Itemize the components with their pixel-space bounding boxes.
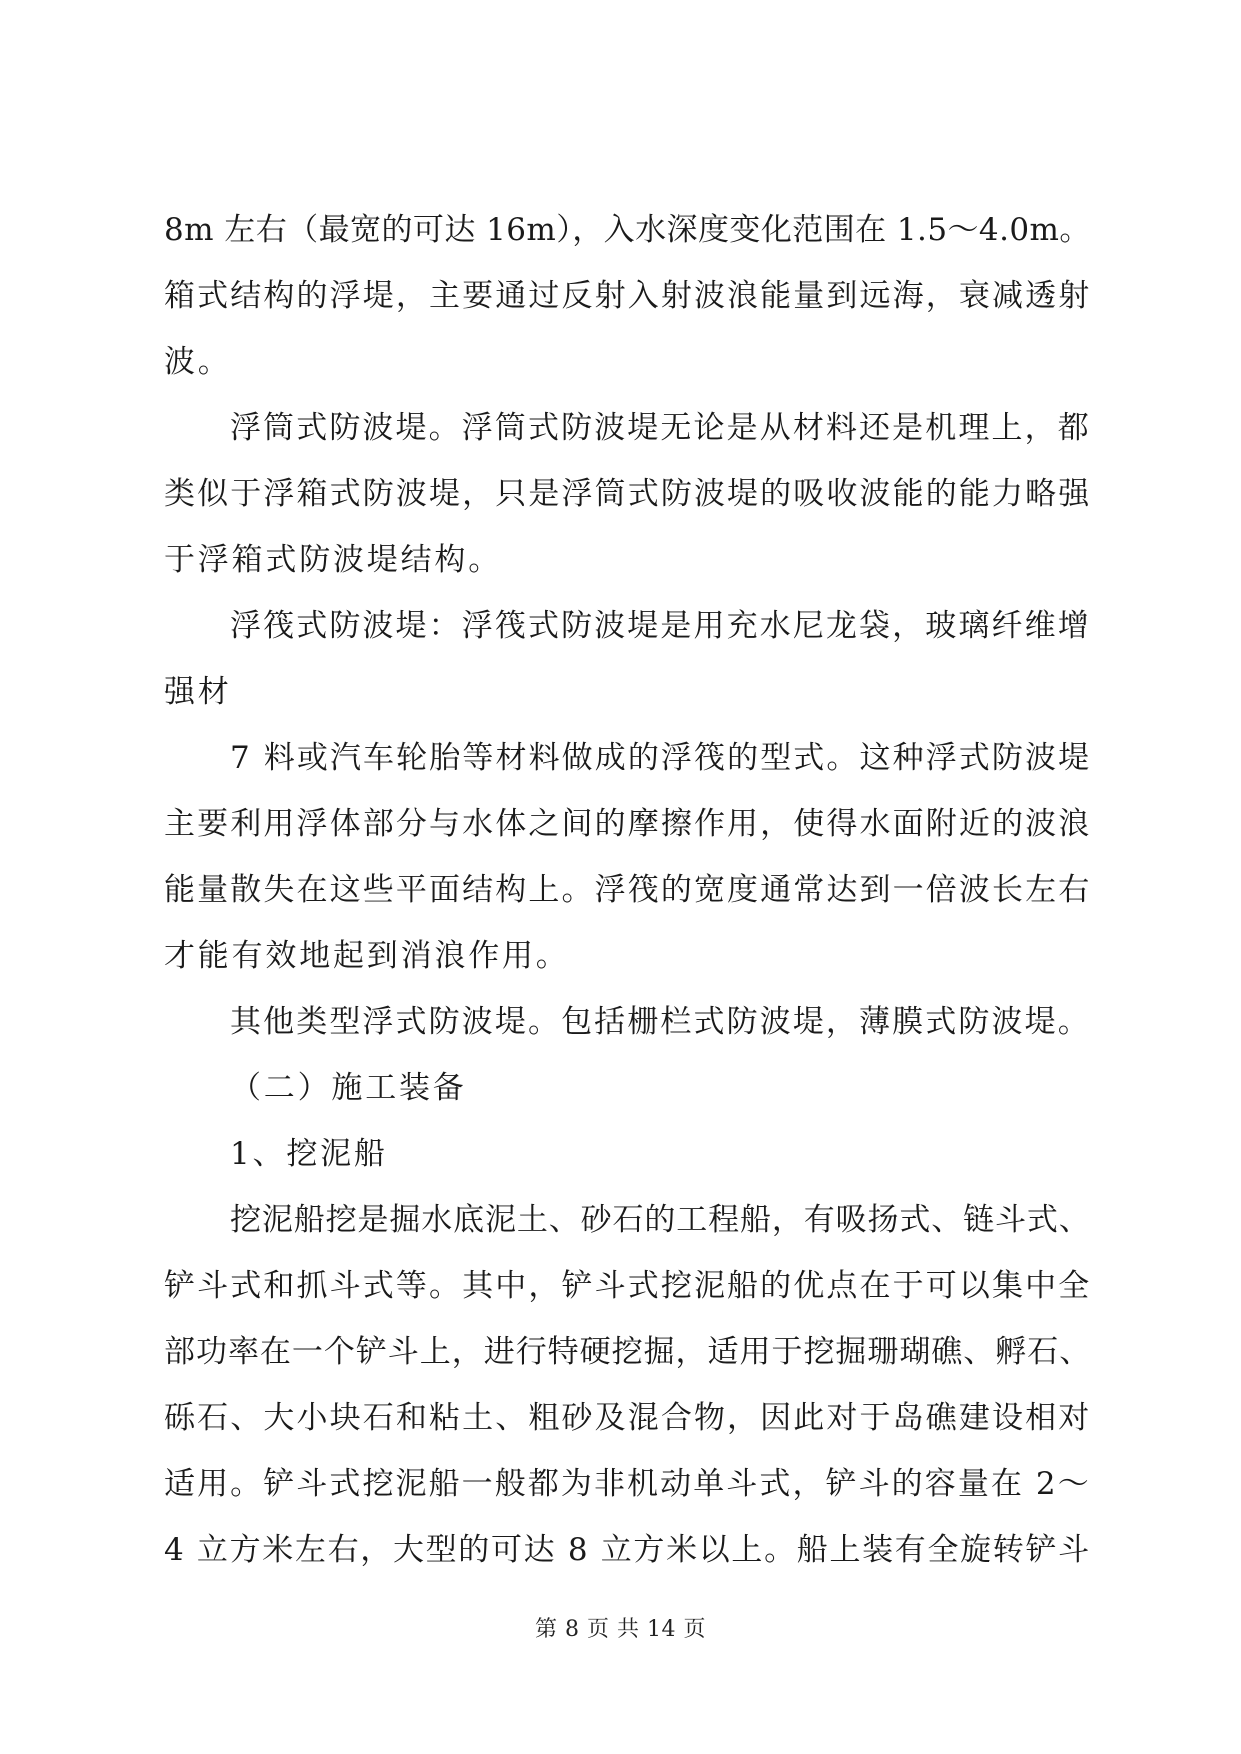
body-text-line: 适用。铲斗式挖泥船一般都为非机动单斗式，铲斗的容量在 2～ <box>164 1466 1091 1502</box>
body-text-line: 波。 <box>164 344 232 380</box>
body-text-line: 于浮箱式防波堤结构。 <box>164 542 502 578</box>
body-text-line: 浮筒式防波堤。浮筒式防波堤无论是从材料还是机理上，都 <box>230 410 1091 446</box>
body-text-line: 类似于浮箱式防波堤，只是浮筒式防波堤的吸收波能的能力略强 <box>164 476 1092 512</box>
page-footer: 第 8 页 共 14 页 <box>535 1617 706 1642</box>
body-text-line: 4 立方米左右，大型的可达 8 立方米以上。船上装有全旋转铲斗 <box>164 1532 1091 1568</box>
body-text-line: 砾石、大小块石和粘土、粗砂及混合物，因此对于岛礁建设相对 <box>164 1400 1092 1436</box>
body-text-line: 主要利用浮体部分与水体之间的摩擦作用，使得水面附近的波浪 <box>164 806 1092 842</box>
body-text-line: 箱式结构的浮堤，主要通过反射入射波浪能量到远海，衰减透射 <box>164 278 1092 314</box>
body-text-line: 才能有效地起到消浪作用。 <box>164 938 570 974</box>
body-text-line: 铲斗式和抓斗式等。其中，铲斗式挖泥船的优点在于可以集中全 <box>164 1268 1092 1304</box>
body-text-line: 7 料或汽车轮胎等材料做成的浮筏的型式。这种浮式防波堤 <box>230 740 1092 776</box>
subsection-heading: 1、挖泥船 <box>230 1136 388 1172</box>
body-text-line: 其他类型浮式防波堤。包括栅栏式防波堤，薄膜式防波堤。 <box>230 1004 1091 1040</box>
section-heading: （二）施工装备 <box>230 1070 467 1106</box>
body-text-line: 挖泥船挖是掘水底泥土、砂石的工程船，有吸扬式、链斗式、 <box>230 1202 1091 1238</box>
body-text-line: 部功率在一个铲斗上，进行特硬挖掘，适用于挖掘珊瑚礁、孵石、 <box>164 1334 1092 1370</box>
body-text-line: 能量散失在这些平面结构上。浮筏的宽度通常达到一倍波长左右 <box>164 872 1092 908</box>
body-text-line: 8m 左右（最宽的可达 16m），入水深度变化范围在 1.5～4.0m。 <box>164 212 1091 248</box>
body-text-line: 浮筏式防波堤：浮筏式防波堤是用充水尼龙袋，玻璃纤维增 <box>230 608 1091 644</box>
body-text-line: 强材 <box>164 674 232 710</box>
